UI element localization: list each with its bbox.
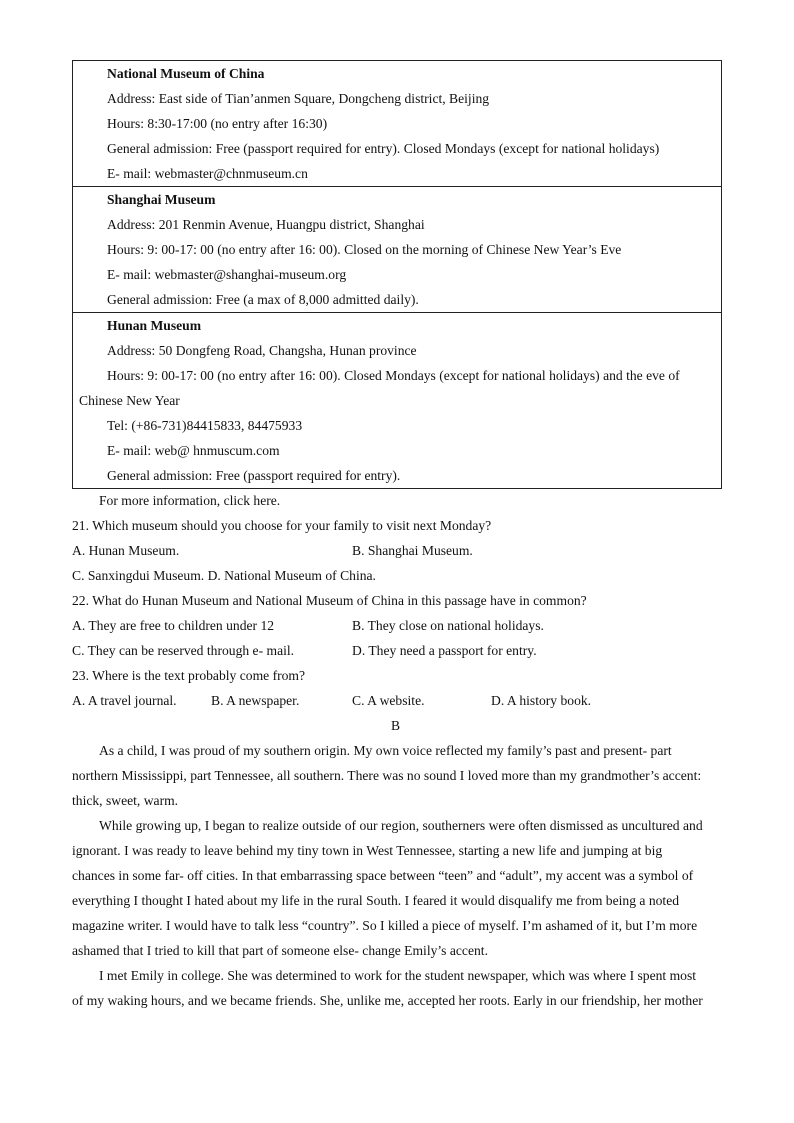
option-23-b: B. A newspaper. <box>211 693 300 708</box>
paragraph-line: chances in some far- off cities. In that embarrassing space between “teen” and “adult”, my accent was a symbol of <box>72 868 694 883</box>
question-23: 23. Where is the text probably come from? <box>72 668 306 683</box>
paragraph-line: While growing up, I began to realize outside of our region, southerners were often dismissed as uncultured and <box>99 818 703 833</box>
museum-email: E- mail: webmaster@chnmuseum.cn <box>107 166 308 181</box>
option-22-d: D. They need a passport for entry. <box>352 643 537 658</box>
paragraph-line: of my waking hours, and we became friends. She, unlike me, accepted her roots. Early in our friendship, her mother <box>72 993 703 1008</box>
paragraph-line: thick, sweet, warm. <box>72 793 179 808</box>
museum-address: Address: 50 Dongfeng Road, Changsha, Hunan province <box>107 343 417 358</box>
paragraph-line: magazine writer. I would have to talk less “country”. So I killed a piece of myself. I’m ashamed of it, but I’m more <box>72 918 698 933</box>
museum-shanghai <box>73 187 721 313</box>
paragraph-line: As a child, I was proud of my southern origin. My own voice reflected my family’s past and present- part <box>99 743 672 758</box>
museum-email: E- mail: webmaster@shanghai-museum.org <box>107 267 347 282</box>
option-23-c: C. A website. <box>352 693 425 708</box>
museum-table <box>72 60 722 489</box>
museum-national <box>73 61 721 187</box>
museum-name: Shanghai Museum <box>107 192 216 207</box>
museum-tel: Tel: (+86-731)84415833, 84475933 <box>107 418 303 433</box>
paragraph-3 <box>72 963 722 1013</box>
museum-admission: General admission: Free (passport required for entry). Closed Mondays (except for national holidays) <box>107 141 660 156</box>
section-label: B <box>391 718 401 733</box>
option-21-b: B. Shanghai Museum. <box>352 543 473 558</box>
question-21: 21. Which museum should you choose for your family to visit next Monday? <box>72 518 492 533</box>
option-22-c: C. They can be reserved through e- mail. <box>72 643 295 658</box>
paragraph-line: northern Mississippi, part Tennessee, all southern. There was no sound I loved more than my grandmother’s accent: <box>72 768 702 783</box>
museum-hunan <box>73 313 721 488</box>
museum-address: Address: 201 Renmin Avenue, Huangpu district, Shanghai <box>107 217 425 232</box>
museum-hours: Hours: 8:30-17:00 (no entry after 16:30) <box>107 116 328 131</box>
museum-email: E- mail: web@ hnmuscum.com <box>107 443 280 458</box>
museum-hours: Hours: 9: 00-17: 00 (no entry after 16: 00). Closed Mondays (except for national holidays) and the eve of <box>107 368 680 383</box>
option-23-a: A. A travel journal. <box>72 693 177 708</box>
option-22-b: B. They close on national holidays. <box>352 618 544 633</box>
museum-name: National Museum of China <box>107 66 265 81</box>
museum-name: Hunan Museum <box>107 318 202 333</box>
paragraph-line: I met Emily in college. She was determined to work for the student newspaper, which was where I spent most <box>99 968 697 983</box>
option-21-cd: C. Sanxingdui Museum. D. National Museum of China. <box>72 568 376 583</box>
option-22-a: A. They are free to children under 12 <box>72 618 275 633</box>
question-22: 22. What do Hunan Museum and National Museum of China in this passage have in common? <box>72 593 587 608</box>
museum-admission: General admission: Free (passport required for entry). <box>107 468 401 483</box>
paragraph-2 <box>72 813 722 963</box>
more-info-link[interactable]: For more information, click here. <box>99 493 281 508</box>
museum-admission: General admission: Free (a max of 8,000 admitted daily). <box>107 292 419 307</box>
museum-hours: Hours: 9: 00-17: 00 (no entry after 16: 00). Closed on the morning of Chinese New Year’s Eve <box>107 242 622 257</box>
museum-address: Address: East side of Tian’anmen Square, Dongcheng district, Beijing <box>107 91 490 106</box>
paragraph-1 <box>72 738 722 813</box>
paragraph-line: ignorant. I was ready to leave behind my tiny town in West Tennessee, starting a new life and jumping at big <box>72 843 663 858</box>
museum-hours-continued: Chinese New Year <box>79 393 180 408</box>
paragraph-line: ashamed that I tried to kill that part of someone else- change Emily’s accent. <box>72 943 488 958</box>
option-21-a: A. Hunan Museum. <box>72 543 180 558</box>
option-23-d: D. A history book. <box>491 693 592 708</box>
paragraph-line: everything I thought I hated about my life in the rural South. I feared it would disqualify me from being a noted <box>72 893 680 908</box>
